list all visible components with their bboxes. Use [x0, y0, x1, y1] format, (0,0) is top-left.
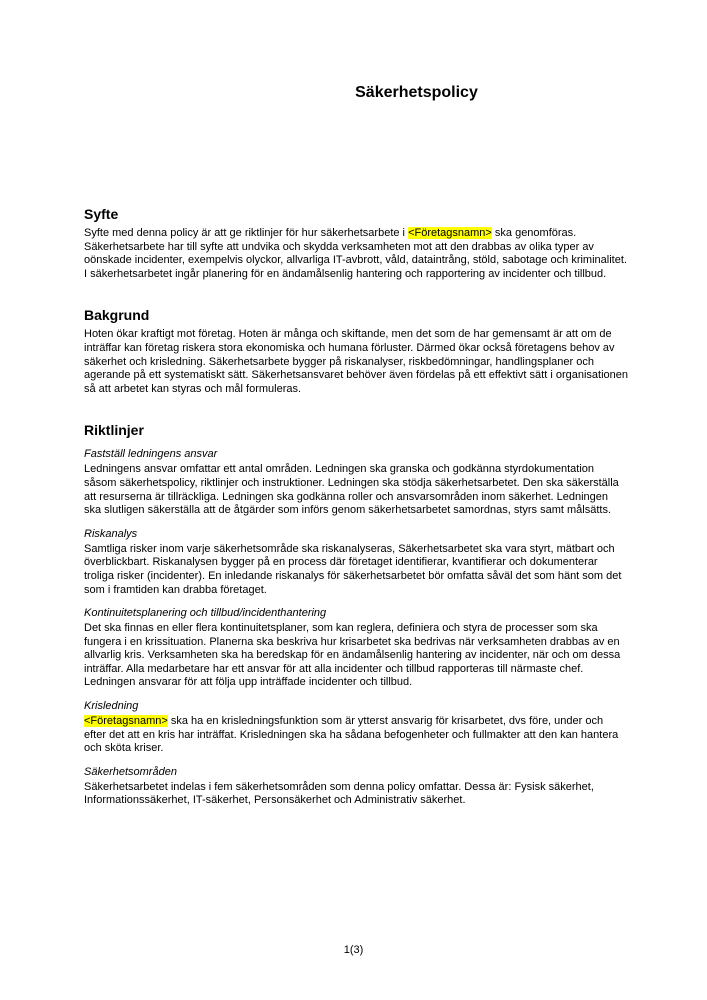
document-body	[84, 205, 628, 808]
krisledning-text: ska ha en krisledningsfunktion som är ytterst ansvarig för krisarbetet, dvs före, under och efter det att en kris har inträffat. Krisledningen ska ha sådana befogenheter och fullmakter att den kan hantera och sköta kriser.	[84, 715, 619, 755]
subsection-riskanalys	[84, 527, 628, 597]
paragraph-riskanalys: Samtliga risker inom varje säkerhetsområde ska riskanalyseras, Säkerhetsarbetet ska vara styrt, mätbart och överblickbart. Riskanalysen bygger på en process där företaget identifierar, kvantifierar och dokumenterar troliga risker (incidenter). En inledande riskanalys för säkerhetsarbetet bör omfatta såväl det som hänt som det som i framtiden kan drabba företaget.	[84, 542, 622, 596]
company-name-placeholder: <Företagsnamn>	[408, 227, 492, 239]
paragraph-sakerhetsomraden: Säkerhetsarbetet indelas i fem säkerhetsområden som denna policy omfattar. Dessa är: Fysisk säkerhet, Informationssäkerhet, IT-säkerhet, Personsäkerhet och Administrativ säkerhet.	[84, 780, 594, 807]
subheading-kontinuitetsplanering: Kontinuitetsplanering och tillbud/incidenthantering	[84, 607, 327, 620]
page-number: 1(3)	[343, 944, 364, 956]
paragraph-syfte	[84, 227, 628, 281]
subheading-ledningens-ansvar: Fastställ ledningens ansvar	[84, 448, 218, 461]
subheading-riskanalys: Riskanalys	[84, 527, 138, 540]
syfte-text-start: Syfte med denna policy är att ge riktlinjer för hur säkerhetsarbete i	[84, 227, 409, 239]
subsection-sakerhetsomraden	[84, 765, 628, 808]
subheading-sakerhetsomraden: Säkerhetsområden	[84, 765, 177, 778]
section-riktlinjer	[84, 421, 628, 808]
paragraph-ledningens-ansvar: Ledningens ansvar omfattar ett antal områden. Ledningen ska granska och godkänna styrdokumentation såsom säkerhetspolicy, riktlinjer och instruktioner. Ledningen ska stödja säkerhetsarbetet. Den ska säkerställa att resurserna är tillräckliga. Ledningen ska godkänna roller och ansvarsområden inom säkerhet. Ledningen ska slutligen säkerställa att de åtgärder som införs genom säkerhetsarbetet samordnas, styrs samt målsätts.	[84, 463, 619, 517]
paragraph-kontinuitetsplanering: Det ska finnas en eller flera kontinuitetsplaner, som kan reglera, definiera och styra de processer som ska fungera i en krissituation. Planerna ska beskriva hur krisarbetet ska bedrivas när verksamheten drabbas av en allvarlig kris. Verksamheten ska ha beredskap för en ändamålsenlig hantering av incidenter, när och om dessa inträffar. Alla medarbetare har ett ansvar för att alla incidenter och tillbud rapporteras till närmaste chef. Ledningen ansvarar för att följa upp inträffade incidenter och tillbud.	[84, 622, 621, 689]
paragraph-bakgrund: Hoten ökar kraftigt mot företag. Hoten är många och skiftande, men det som de har gemensamt är att om de inträffar kan företag riskera stora ekonomiska och humana förluster. Därmed ökar också företagens behov av säkerhet och krisledning. Säkerhetsarbete bygger på riskanalyser, riskbedömningar, handlingsplaner och agerande på ett systematiskt sätt. Säkerhetsansvaret behöver även fördelas på ett effektivt sätt i organisationen så att arbetet kan styras och mål formuleras.	[84, 328, 629, 395]
syfte-text-end: ska genomföras. Säkerhetsarbete har till syfte att undvika och skydda verksamheten mot att den drabbas av olika typer av oönskade incidenter, exempelvis olyckor, allvarliga IT-avbrott, våld, dataintrång, stöld, sabotage och kriminalitet. I säkerhetsarbetet ingår planering för en ändamålsenlig hantering och rapportering av incidenter och tillbud.	[84, 227, 627, 280]
paragraph-krisledning	[84, 715, 628, 756]
subsection-krisledning	[84, 699, 628, 756]
heading-syfte: Syfte	[84, 206, 119, 222]
heading-riktlinjer: Riktlinjer	[84, 422, 144, 439]
document-title: Säkerhetspolicy	[355, 84, 478, 101]
section-bakgrund	[84, 306, 628, 396]
company-name-placeholder: <Företagsnamn>	[84, 715, 168, 728]
heading-bakgrund: Bakgrund	[84, 307, 150, 324]
subheading-krisledning: Krisledning	[84, 700, 139, 713]
subsection-ledningens-ansvar	[84, 447, 628, 517]
subsection-kontinuitetsplanering	[84, 606, 628, 690]
section-syfte	[84, 205, 628, 281]
